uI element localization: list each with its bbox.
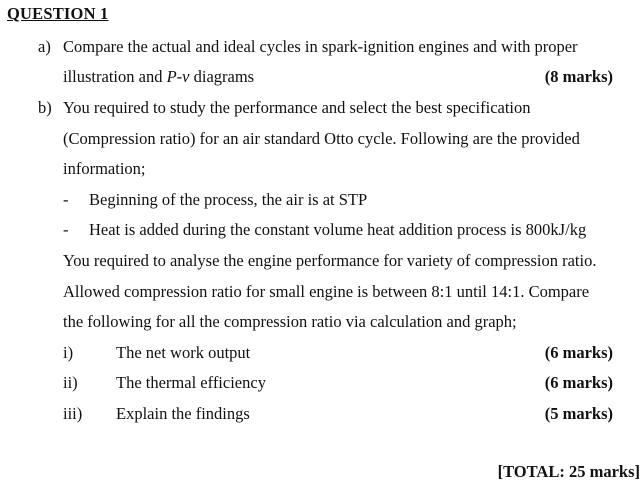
total-marks: [TOTAL: 25 marks] (497, 462, 640, 481)
part-a-line-2 (63, 67, 254, 87)
bullet-marker: - (63, 220, 69, 239)
bullet-item-stp: Beginning of the process, the air is at STP (89, 190, 368, 209)
bullet-marker: - (63, 190, 69, 209)
analysis-line-2: Allowed compression ratio for small engine is between 8:1 until 14:1. Compare (63, 282, 590, 301)
part-a-line-2-pre: illustration and (63, 67, 167, 86)
subitem-text: The thermal efficiency (116, 373, 266, 392)
part-b-label: b) (38, 98, 52, 117)
part-b-line-2: (Compression ratio) for an air standard Otto cycle. Following are the provided (63, 129, 580, 148)
part-a-line-2-post: diagrams (189, 67, 255, 86)
subitem-marks: (6 marks) (544, 373, 613, 392)
part-b-line-3: information; (63, 159, 146, 178)
subitem-marks: (5 marks) (544, 404, 613, 423)
analysis-line-1: You required to analyse the engine performance for variety of compression ratio. (63, 251, 597, 270)
subitem-label: iii) (63, 404, 83, 423)
subitem-text: Explain the findings (116, 404, 250, 423)
bullet-item-heat: Heat is added during the constant volume heat addition process is 800kJ/kg (89, 220, 587, 239)
subitem-label: i) (63, 343, 74, 362)
pv-term: P-v (166, 67, 190, 86)
part-a-line-1: Compare the actual and ideal cycles in spark-ignition engines and with proper (63, 37, 578, 56)
part-b-line-1: You required to study the performance and select the best specification (63, 98, 531, 117)
part-a-marks: (8 marks) (544, 67, 613, 86)
question-title: QUESTION 1 (7, 4, 109, 23)
analysis-line-3: the following for all the compression ratio via calculation and graph; (63, 312, 517, 331)
subitem-label: ii) (63, 373, 78, 392)
subitem-marks: (6 marks) (544, 343, 613, 362)
subitem-text: The net work output (116, 343, 251, 362)
part-a-label: a) (38, 37, 51, 56)
